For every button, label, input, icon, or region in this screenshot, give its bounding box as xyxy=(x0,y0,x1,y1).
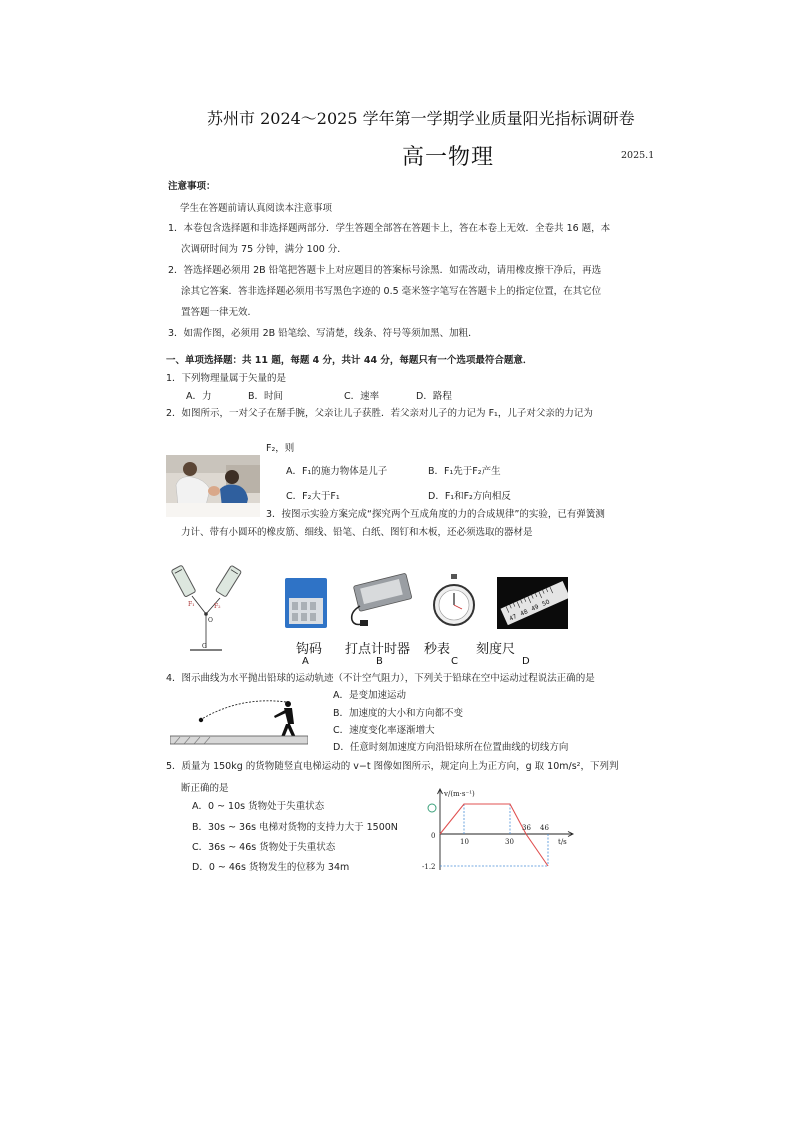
weights-set-image xyxy=(283,574,329,630)
vt-xlabel: t/s xyxy=(558,838,567,846)
notice-line-5: 置答题一律无效． xyxy=(181,307,258,318)
notice-line-2: 次调研时间为 75 分钟，满分 100 分． xyxy=(181,244,347,255)
equipment-label-weights: 钩码 xyxy=(296,642,323,657)
vt-tick-neg: -1.2 xyxy=(422,863,436,871)
force-diagram xyxy=(168,562,244,654)
ruler-number-47: 47 xyxy=(508,613,519,623)
notice-intro: 学生在答题前请认真阅读本注意事项 xyxy=(180,203,333,214)
vt-ylabel: v/(m·s⁻¹) xyxy=(444,790,475,798)
ticker-timer-image xyxy=(340,572,416,630)
ruler-image xyxy=(497,577,568,629)
exam-date: 2025.1 xyxy=(621,150,655,161)
stopwatch-image xyxy=(432,573,476,629)
option-letter-c: C xyxy=(451,656,458,667)
ruler-number-48: 48 xyxy=(519,608,530,618)
notice-line-3: 2．答选择题必须用 2B 铅笔把答题卡上对应题目的答案标号涂黑．如需改动，请用橡皮擦干净后，再选 xyxy=(168,265,602,276)
q2-stem-cont: F₂，则 xyxy=(266,443,295,454)
shot-put-diagram xyxy=(170,690,308,748)
vt-graph xyxy=(418,786,578,872)
arm-wrestling-illustration xyxy=(166,455,260,517)
q4-option-a: A．是变加速运动 xyxy=(333,690,406,701)
q1-option-c: C．速率 xyxy=(344,391,380,402)
option-letter-d: D xyxy=(522,656,530,667)
q2-option-a: A．F₁的施力物体是儿子 xyxy=(286,466,388,477)
notice-line-6: 3．如需作图，必须用 2B 铅笔绘、写清楚，线条、符号等须加黑、加粗． xyxy=(168,328,478,339)
vt-tick-36: 36 xyxy=(522,824,531,832)
q2-stem: 2．如图所示，一对父子在掰手腕，父亲让儿子获胜．若父亲对儿子的力记为 F₁，儿子对父亲的力记为 xyxy=(166,408,593,419)
option-letter-b: B xyxy=(376,656,383,667)
vt-origin: 0 xyxy=(431,832,436,840)
vt-tick-46: 46 xyxy=(540,824,549,832)
vt-tick-30: 30 xyxy=(505,838,514,846)
equipment-label-stopwatch: 秒表 xyxy=(424,642,451,657)
notice-line-4: 涂其它答案．答非选择题必须用书写黑色字迹的 0.5 毫米签字笔写在答题卡上的指定位置，在其它位 xyxy=(181,286,602,297)
vt-tick-10: 10 xyxy=(460,838,469,846)
equipment-label-timer: 打点计时器 xyxy=(345,642,411,657)
q5-stem-cont: 断正确的是 xyxy=(181,783,229,794)
q1-option-d: D．路程 xyxy=(416,391,452,402)
q5-option-d: D．0 ~ 46s 货物发生的位移为 34m xyxy=(192,862,350,873)
marker-icon xyxy=(428,804,436,812)
q4-option-b: B．加速度的大小和方向都不变 xyxy=(333,708,464,719)
q5-option-a: A．0 ~ 10s 货物处于失重状态 xyxy=(192,801,325,812)
q5-stem: 5．质量为 150kg 的货物随竖直电梯运动的 v−t 图像如图所示，规定向上为正方向，g 取 10m/s²，下列判 xyxy=(166,761,619,772)
q1-option-b: B．时间 xyxy=(248,391,284,402)
q4-option-d: D．任意时刻加速度方向沿铅球所在位置曲线的切线方向 xyxy=(333,742,569,753)
force-label-f1: F₁ xyxy=(188,601,195,608)
equipment-label-ruler: 刻度尺 xyxy=(476,642,516,657)
q4-stem: 4．图示曲线为水平抛出铅球的运动轨迹（不计空气阻力），下列关于铅球在空中运动过程说法正确的是 xyxy=(166,673,595,684)
arm-wrestling-photo xyxy=(166,455,260,517)
option-letter-a: A xyxy=(302,656,309,667)
vt-line xyxy=(440,804,548,866)
q5-option-b: B．30s ~ 36s 电梯对货物的支持力大于 1500N xyxy=(192,822,398,833)
ruler-number-50: 50 xyxy=(541,598,551,608)
q3-stem: 3．按图示实验方案完成“探究两个互成角度的力的合成规律”的实验，已有弹簧测 xyxy=(266,509,605,520)
q2-option-c: C．F₂大于F₁ xyxy=(286,491,340,502)
force-label-f2: F₂ xyxy=(214,603,221,610)
q4-option-c: C．速度变化率逐渐增大 xyxy=(333,725,435,736)
q1-stem: 1．下列物理量属于矢量的是 xyxy=(166,373,287,384)
notice-line-1: 1．本卷包含选择题和非选择题两部分．学生答题全部答在答题卡上，答在本卷上无效．全卷共 16 题，本 xyxy=(168,223,611,234)
q5-option-c: C．36s ~ 46s 货物处于失重状态 xyxy=(192,842,336,853)
point-label-o: O xyxy=(208,617,213,624)
q2-option-b: B．F₁先于F₂产生 xyxy=(428,466,501,477)
section-heading: 一、单项选择题：共 11 题，每题 4 分，共计 44 分，每题只有一个选项最符合题意． xyxy=(166,355,533,366)
subject-title: 高一物理 xyxy=(402,145,495,170)
q1-option-a: A．力 xyxy=(186,391,212,402)
ruler-number-49: 49 xyxy=(530,603,540,613)
q2-option-d: D．F₁和F₂方向相反 xyxy=(428,491,511,502)
point-label-g: G xyxy=(202,643,207,650)
exam-title: 苏州市 2024～2025 学年第一学期学业质量阳光指标调研卷 xyxy=(207,109,635,128)
notice-heading: 注意事项： xyxy=(168,181,216,192)
q3-stem-cont: 力计、带有小圆环的橡皮筋、细线、铅笔、白纸、图钉和木板，还必须选取的器材是 xyxy=(181,527,533,538)
